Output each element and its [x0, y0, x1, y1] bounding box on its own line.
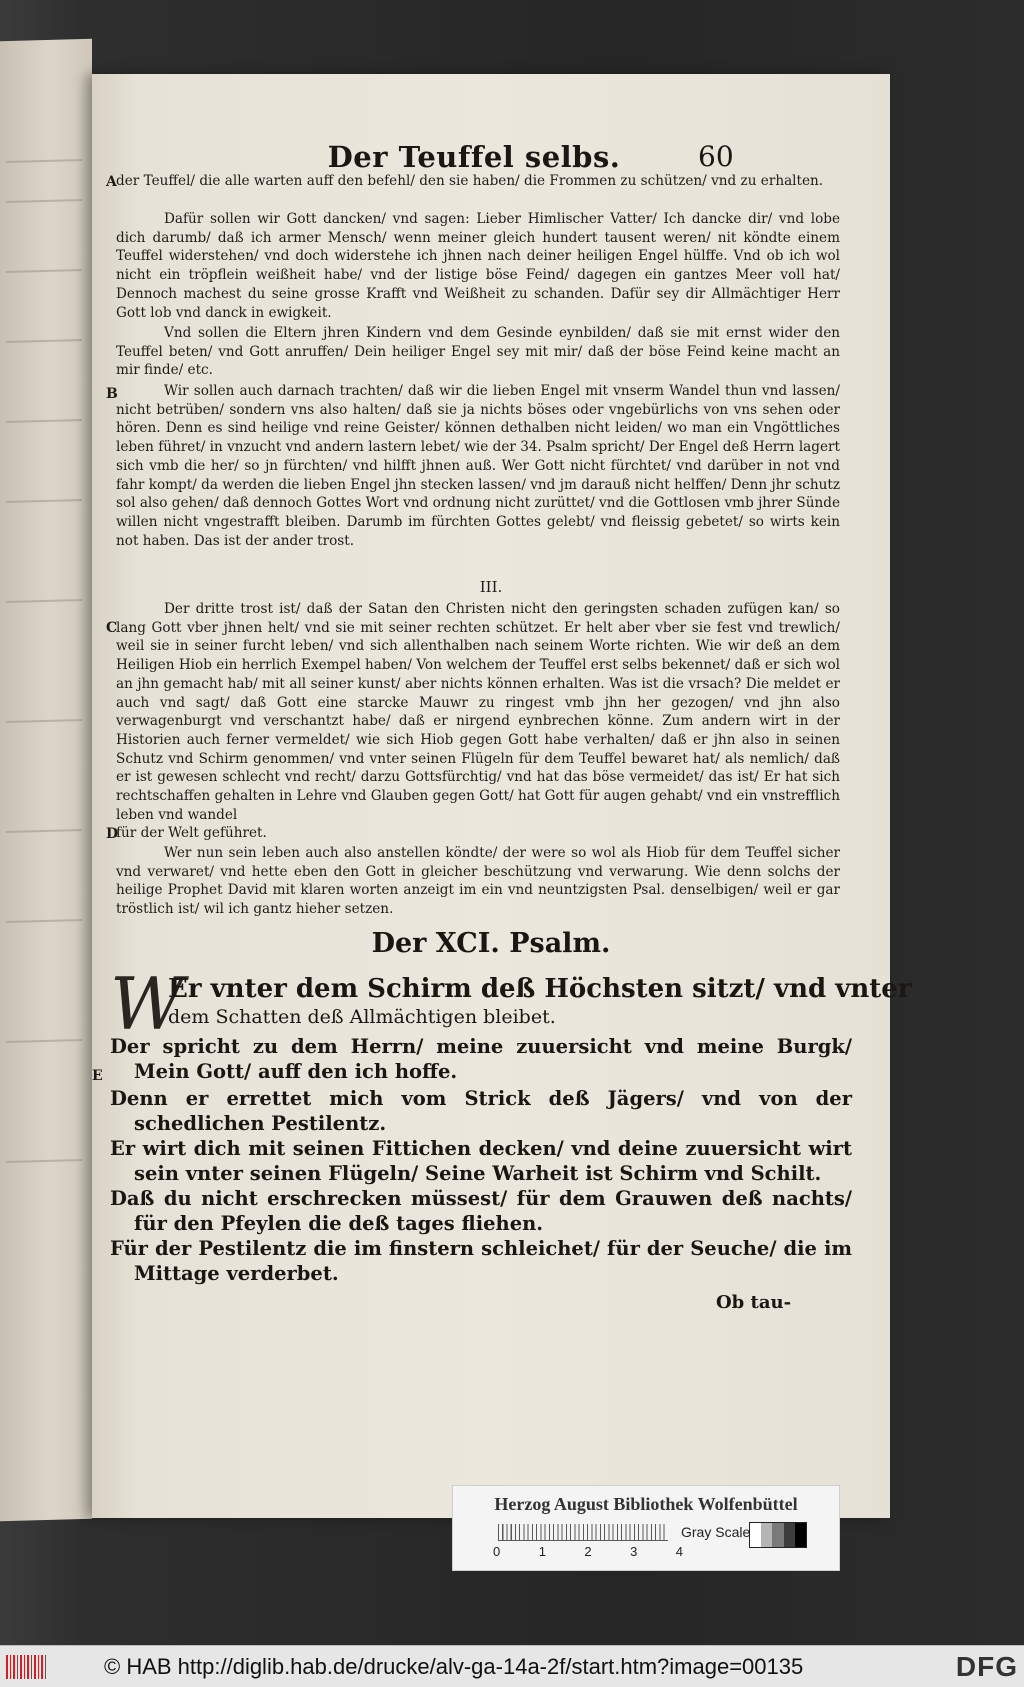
paragraph: Dafür sollen wir Gott dancken/ vnd sagen: Lieber Himlischer Vatter/ Ich dancke dir/ vnd lobe dich darumb/ daß ich armer Mensch/ wenn meiner gleich hundert tausent weren/ nit köndte einem Teuffel widerstehen/ vnd doch widerstehe ich jhnen nach deiner heiligen Engel hülffe. Vnd ob ich wol nicht ein tröpflein weißheit habe/ vnd der listige böse Feind/ dagegen ein gantzes Meer voll hat/ Dennoch machest du seine grosse Krafft vnd Weißheit zu schanden. Dafür sey dir Allmächtiger Herr Gott lob vnd danck in ewigkeit. [116, 211, 840, 321]
source-url[interactable]: © HAB http://diglib.hab.de/drucke/alv-ga-14a-2f/start.htm?image=00135 [104, 1654, 804, 1679]
ruler-number: 0 [493, 1544, 501, 1559]
catchword: Ob tau- [716, 1292, 792, 1313]
gray-swatch [761, 1523, 772, 1547]
margin-letter-b: B [106, 386, 118, 402]
running-head: Der Teuffel selbs. [327, 140, 621, 174]
margin-letter-d: D [106, 826, 119, 842]
psalm-verse: Für der Pestilentz die im finstern schleichet/ für der Seuche/ die im Mittage verderbet. [110, 1237, 852, 1285]
psalm-verse: Denn er errettet mich vom Strick deß Jägers/ vnd von der schedlichen Pestilentz. [110, 1087, 852, 1135]
gray-swatch [784, 1523, 795, 1547]
paragraph: Der dritte trost ist/ daß der Satan den Christen nicht den geringsten schaden zufügen kan/ so lang Gott vber jhnen helt/ vnd sie mit seiner rechten schützet. Er helt aber vber sie fest vnd trewlich/ weil sie in seiner furcht leben/ vnd sich allenthalben nach seinem Worte richten. Wie wir deß an dem Heiligen Hiob ein herrlich Exempel haben/ Von welchem der Teuffel erst selbs bekennet/ daß er sich wol an jhn gemacht hab/ mit all seiner kunst/ aber nichts können erhalten. Was ist die vrsach? Die meldet er auch vnd sagt/ daß Gott eine starcke Mauwr zu ringest vmb jhn her gezogen/ vnd jhn also verwagenburgt vnd verschantzt habe/ daß er nirgend eynbrechen könne. Zum andern wirt in der Historien auch ferner vermeldet/ wie sich Hiob gegen Gott habe verhalten/ daß er jhn also in seinen Schutz vnd Schirm genommen/ vnd vnter seinen Flügeln für dem Teuffel bewaret hat/ als nemlich/ daß er ist gewesen schlecht vnd recht/ darzu Gottsfürchtig/ vnd hat das böse vermeidet/ das ist/ Er hat sich rechtschaffen gehalten in Lehre vnd Glauben gegen Gott/ hat Gott für augen gehabt/ vnd ein vnstrefflich leben vnd wandel [116, 601, 840, 823]
ruler-number: 3 [630, 1544, 638, 1559]
section-numeral: III. [479, 578, 503, 596]
color-target-card [452, 1485, 840, 1571]
library-name: Herzog August Bibliothek Wolfenbüttel [494, 1494, 798, 1514]
psalm-title: Der XCI. Psalm. [371, 928, 611, 959]
book-page [92, 74, 912, 1518]
hab-logo-icon [6, 1655, 46, 1679]
credits-bar [0, 1645, 1024, 1687]
paragraph: Wir sollen auch darnach trachten/ daß wir die lieben Engel mit vnserm Wandel thun vnd lassen/ nicht betrüben/ sondern vns also halten/ daß sie ja nichts böses oder vngebürlichs von vns sehen oder hören. Denn es sind heilige vnd reine Geister/ können dethalben nicht leiden/ wo man ein Vngöttliches leben führet/ in vnzucht vnd andern lastern lebet/ wie der 34. Psalm spricht/ Der Engel deß Herrn lagert sich vmb die her/ so jn fürchten/ vnd hilfft jhnen auß. Wer Gott nicht fürchtet/ vnd darüber in not vnd fahr kompt/ da werden die lieben Engel jhn stecken lassen/ vnd jm darauß nicht helffen/ Denn jhr schutz sol also gehen/ daß dennoch Gottes Wort vnd ordnung nicht zurüttet/ vnd die Gottlosen vmb jhrer Sünde willen nicht vngestrafft bleiben. Darumb im fürchten Gottes gelebt/ vnd fleissig gebetet/ so wirts kein not haben. Das ist der ander trost. [116, 383, 840, 549]
paragraph: Wer nun sein leben auch also anstellen köndte/ der were so wol als Hiob für dem Teuffel sicher vnd verwaret/ vnd hette eben den Gott in gleicher beschützung vnd verwarung. Wie denn solchs der heilige Prophet David mit klaren worten anzeigt im ein vnd neuntzigsten Psal. denselbigen/ weil er gar tröstlich ist/ wil ich gantz hieher setzen. [116, 845, 840, 918]
folio-number: 60 [698, 140, 734, 173]
psalm-verse: Daß du nicht erschrecken müssest/ für dem Grauwen deß nachts/ für den Pfeylen die deß tages fliehen. [110, 1187, 852, 1235]
ruler-number: 1 [538, 1544, 546, 1559]
scale-ruler [498, 1524, 668, 1541]
psalm-second-line: dem Schatten deß Allmächtigen bleibet. [168, 1006, 556, 1028]
margin-letter-a: A [106, 174, 117, 190]
ruler-numbers [493, 1544, 683, 1559]
paragraph: der Teuffel/ die alle warten auff den befehl/ den sie haben/ die Frommen zu schützen/ vnd zu erhalten. [116, 173, 824, 189]
gray-swatch [772, 1523, 783, 1547]
gray-swatch [750, 1523, 761, 1547]
paragraph: für der Welt geführet. [116, 825, 267, 841]
ruler-number: 2 [584, 1544, 592, 1559]
paragraph: Vnd sollen die Eltern jhren Kindern vnd dem Gesinde eynbilden/ daß sie mit ernst wider den Teuffel beten/ vnd Gott anruffen/ Dein heiliger Engel sey mit mir/ daß der böse Feind keine macht an mir finde/ etc. [116, 325, 840, 379]
psalm-verse: Er wirt dich mit seinen Fittichen decken/ vnd deine zuuersicht wirt sein vnter seinen Flügeln/ Seine Warheit ist Schirm vnd Schilt. [110, 1137, 852, 1185]
gray-swatch [795, 1523, 806, 1547]
margin-letter-c: C [106, 620, 118, 636]
adjacent-page-edge [0, 39, 92, 1521]
psalm-verse: Der spricht zu dem Herrn/ meine zuuersicht vnd meine Burgk/ Mein Gott/ auff den ich hoffe. [110, 1035, 852, 1083]
psalm-first-line: Er vnter dem Schirm deß Höchsten sitzt/ vnd vnter [168, 974, 912, 1004]
drop-cap: W [110, 962, 185, 1046]
dfg-logo: DFG [955, 1651, 1018, 1682]
gray-scale-label: Gray Scale [681, 1524, 751, 1540]
gray-scale-swatches [749, 1522, 807, 1548]
margin-letter-e: E [92, 1068, 103, 1084]
ruler-number: 4 [675, 1544, 683, 1559]
